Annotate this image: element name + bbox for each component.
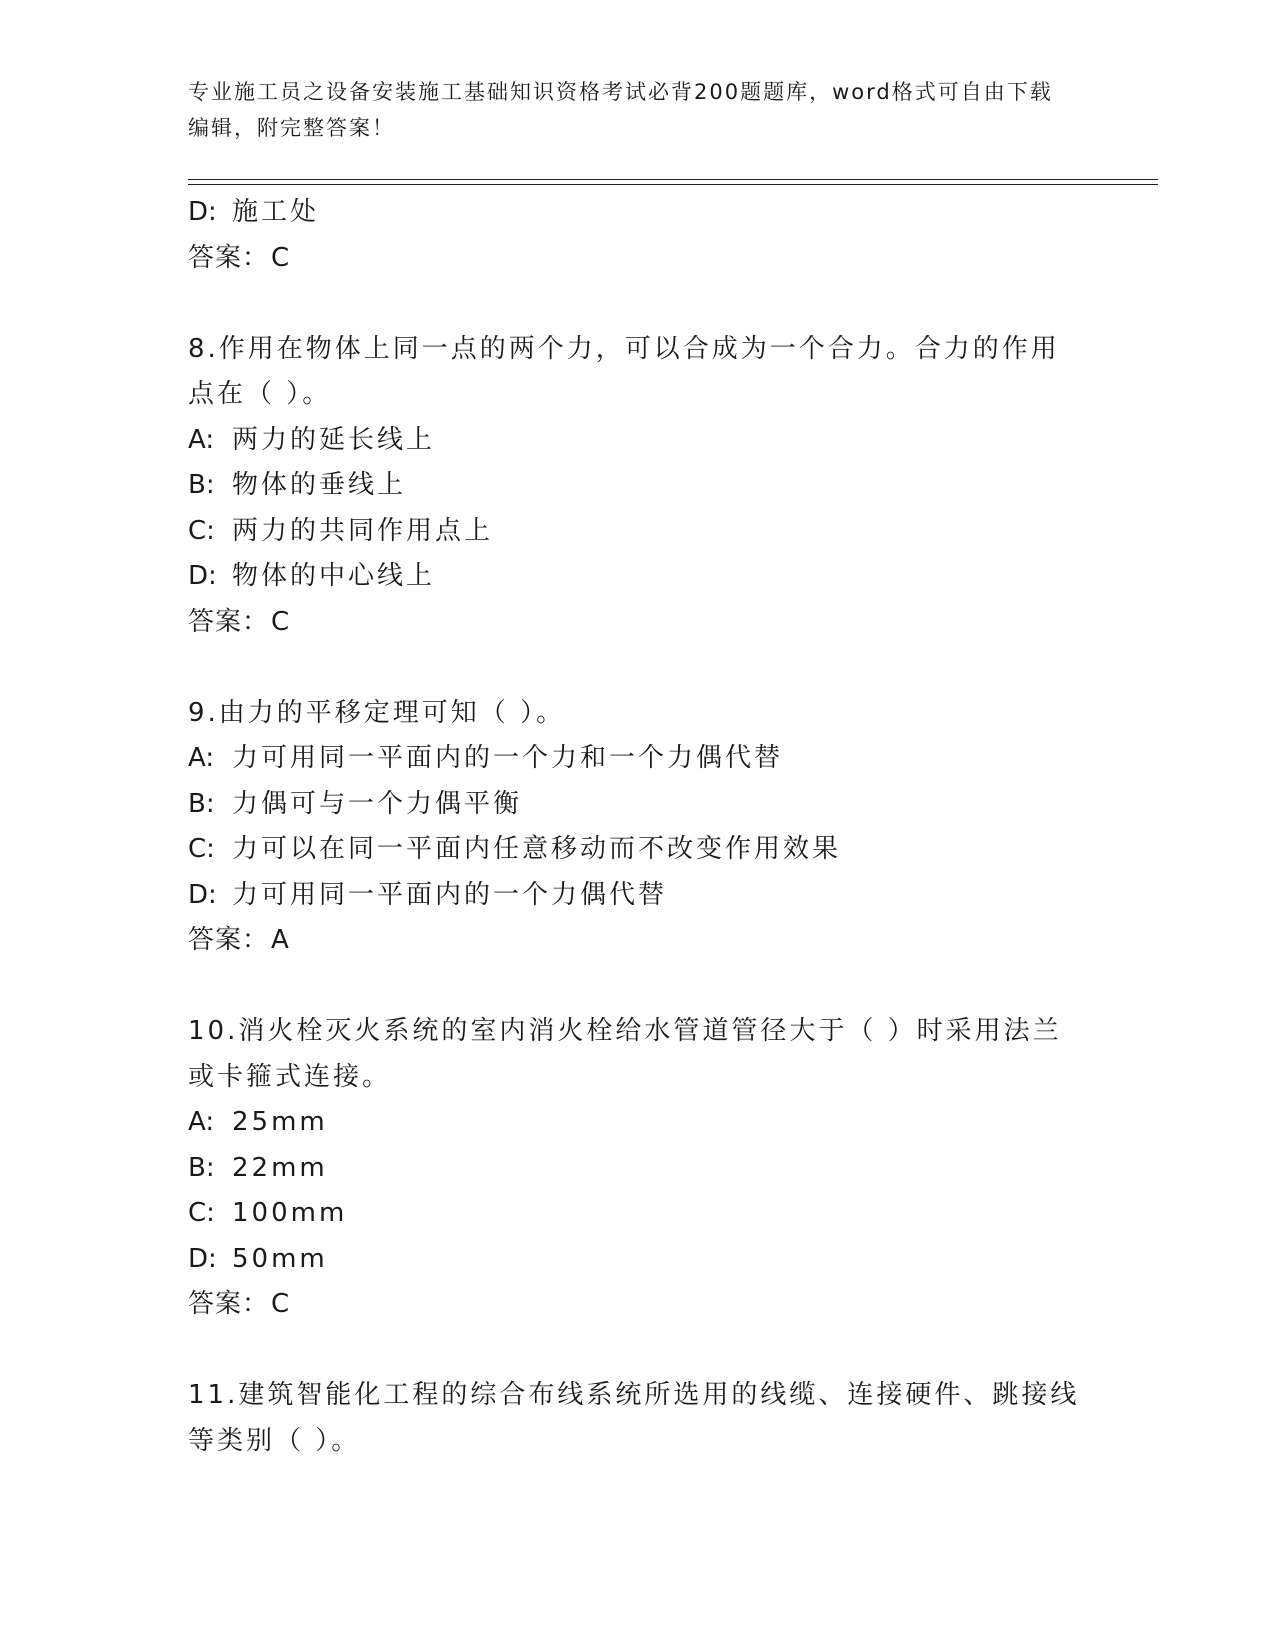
option-d — [188, 1237, 1088, 1283]
question-stem-line: 或卡箍式连接。 — [188, 1061, 392, 1092]
answer-line — [188, 600, 1088, 646]
option-text: 22mm — [232, 1152, 328, 1183]
answer-line — [188, 1282, 1088, 1328]
option-text: 50mm — [232, 1243, 328, 1274]
question-stem-line: 8.作用在物体上同一点的两个力，可以合成为一个合力。合力的作用 — [188, 333, 1060, 364]
option-text: 100mm — [232, 1198, 348, 1228]
option-text: 施工处 — [232, 197, 320, 227]
question-stem-line: 11.建筑智能化工程的综合布线系统所选用的线缆、连接硬件、跳接线 — [188, 1380, 1080, 1410]
option-b — [188, 782, 1088, 828]
answer-label: 答案： — [188, 925, 270, 955]
answer-label: 答案： — [188, 1289, 270, 1319]
option-text: 物体的垂线上 — [232, 470, 407, 500]
header-rule-bottom — [188, 184, 1158, 185]
document-header — [188, 74, 1068, 146]
answer-line — [188, 918, 1088, 964]
question-content — [188, 190, 1088, 1464]
option-label: A: — [188, 424, 215, 455]
option-text: 力可用同一平面内的一个力和一个力偶代替 — [232, 743, 784, 773]
option-d — [188, 190, 1088, 236]
option-label: D: — [188, 1243, 217, 1274]
answer-label: 答案： — [188, 606, 270, 637]
answer-value: C — [271, 242, 291, 273]
option-label: D: — [188, 197, 217, 227]
option-b — [188, 1146, 1088, 1192]
option-label: D: — [188, 561, 217, 591]
option-text: 物体的中心线上 — [232, 561, 436, 591]
option-text: 力可用同一平面内的一个力偶代替 — [232, 879, 668, 910]
spacer — [188, 645, 1088, 691]
option-text: 力可以在同一平面内任意移动而不改变作用效果 — [232, 834, 842, 864]
header-rule-top — [188, 179, 1158, 180]
option-text: 两力的延长线上 — [232, 424, 436, 455]
spacer — [188, 964, 1088, 1010]
option-c — [188, 827, 1088, 873]
option-label: B: — [188, 470, 215, 500]
option-a — [188, 1100, 1088, 1146]
option-d — [188, 873, 1088, 919]
answer-value: A — [271, 925, 290, 955]
option-text: 25mm — [232, 1107, 328, 1137]
question-stem-line: 点在（ ）。 — [188, 379, 332, 409]
question-stem-line: 10.消火栓灭火系统的室内消火栓给水管道管径大于（ ）时采用法兰 — [188, 1016, 1062, 1046]
document-title: 专业施工员之设备安装施工基础知识资格考试必背200题题库，word格式可自由下载编辑，附完整答案！ — [188, 80, 1053, 140]
option-label: C: — [188, 834, 215, 864]
question-stem-line: 9.由力的平移定理可知（ ）。 — [188, 697, 566, 728]
answer-label: 答案： — [188, 242, 270, 273]
answer-line — [188, 236, 1088, 282]
answer-value: C — [271, 1289, 291, 1319]
option-label: B: — [188, 788, 215, 819]
option-d — [188, 554, 1088, 600]
option-text: 两力的共同作用点上 — [232, 515, 494, 546]
option-text: 力偶可与一个力偶平衡 — [232, 788, 523, 819]
option-a — [188, 736, 1088, 782]
option-label: C: — [188, 515, 215, 546]
spacer — [188, 281, 1088, 327]
option-c — [188, 509, 1088, 555]
spacer — [188, 1328, 1088, 1374]
option-c — [188, 1191, 1088, 1237]
option-label: B: — [188, 1152, 215, 1183]
option-label: C: — [188, 1198, 215, 1228]
option-label: A: — [188, 1107, 215, 1137]
option-label: A: — [188, 743, 215, 773]
option-label: D: — [188, 879, 217, 910]
answer-value: C — [271, 606, 291, 637]
option-a — [188, 418, 1088, 464]
question-stem-line: 等类别（ ）。 — [188, 1425, 361, 1456]
option-b — [188, 463, 1088, 509]
